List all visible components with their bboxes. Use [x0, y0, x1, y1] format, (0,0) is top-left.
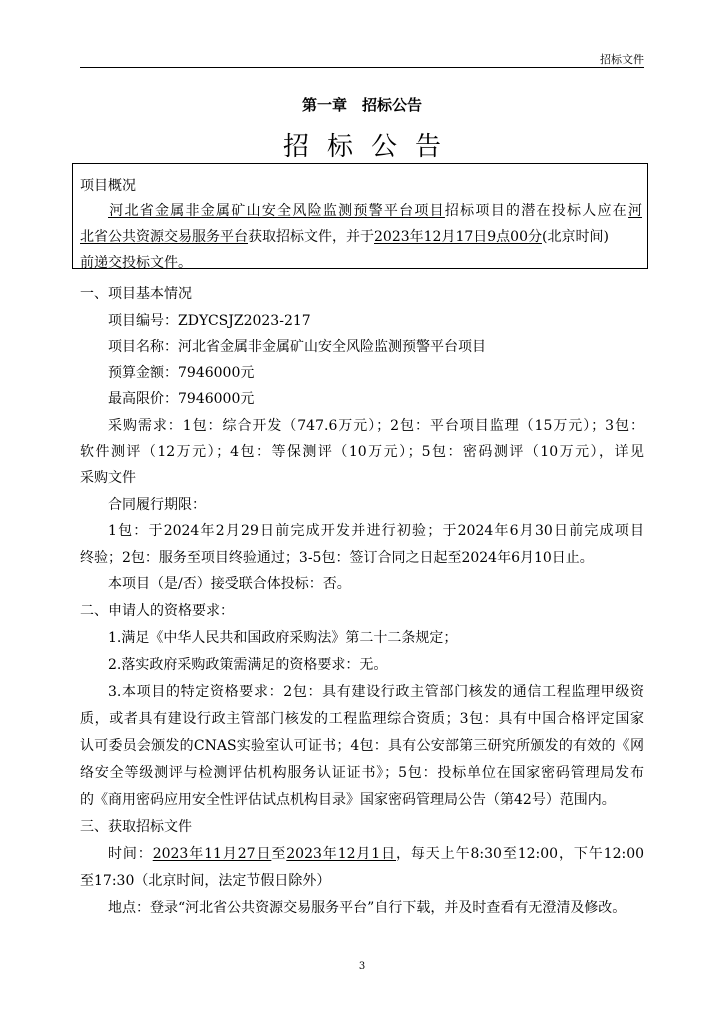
- requirement-2: 2.落实政府采购政策需满足的资格要求：无。: [108, 657, 388, 673]
- section-3-heading: 三、获取招标文件: [80, 819, 192, 835]
- time-hours: ，每天上午8:30至12:00，下午12:00: [396, 846, 645, 862]
- requirement-3-line-4: 络安全等级测评与检测评估机构服务认证证书》；5包：投标单位在国家密码管理局发布: [80, 765, 644, 781]
- announcement-title: 招标公告: [282, 132, 459, 162]
- contract-period-heading: 合同履行期限：: [108, 497, 206, 513]
- project-name: 项目名称：河北省金属非金属矿山安全风险监测预警平台项目: [108, 339, 486, 355]
- requirement-3-line-3: 认可委员会颁发的CNAS实验室认可证书；4包：具有公安部第三研究所颁发的有效的《网: [80, 738, 644, 754]
- time-label: 时间：: [108, 846, 153, 862]
- demand-line-1: 采购需求：1包：综合开发（747.6万元）；2包：平台项目监理（15万元）；3包：: [108, 418, 644, 434]
- time-line-1: [108, 843, 644, 863]
- project-number: 项目编号：ZDYCSJZ2023-217: [108, 313, 311, 329]
- overview-text-2: 获取招标文件，并于: [248, 229, 374, 245]
- overview-project-name: 河北省金属非金属矿山安全风险监测预警平台项目: [108, 203, 445, 219]
- overview-line-1: [80, 200, 642, 220]
- page-number: 3: [358, 961, 366, 972]
- max-price: 最高限价：7946000元: [108, 391, 255, 407]
- requirement-1: 1.满足《中华人民共和国政府采购法》第二十二条规定；: [108, 630, 458, 646]
- requirement-3-line-1: 3.本项目的特定资格要求：2包：具有建设行政主管部门核发的通信工程监理甲级资: [108, 684, 644, 700]
- time-start-date: 2023年11月27日: [152, 846, 272, 862]
- document-header-label: 招标文件: [600, 53, 644, 66]
- overview-platform-part-2: 北省公共资源交易服务平台: [80, 229, 248, 245]
- overview-text-3: (北京时间): [541, 229, 609, 245]
- overview-line-2: [80, 226, 609, 246]
- section-1-heading: 一、项目基本情况: [80, 286, 192, 302]
- time-to: 至: [271, 846, 287, 862]
- chapter-title: 第一章 招标公告: [301, 96, 422, 114]
- requirement-3-line-2: 质，或者具有建设行政主管部门核发的工程监理综合资质；3包：具有中国合格评定国家: [80, 711, 644, 727]
- time-end-date: 2023年12月1日: [286, 846, 397, 862]
- section-2-heading: 二、申请人的资格要求：: [80, 603, 234, 619]
- overview-text-1: 招标项目的潜在投标人应在: [444, 203, 629, 219]
- demand-line-2: 软件测评（12万元）；4包：等保测评（10万元）；5包：密码测评（10万元），详见: [80, 444, 644, 460]
- contract-line-1: 1包：于2024年2月29日前完成开发并进行初验；于2024年6月30日前完成项目: [108, 523, 644, 539]
- overview-platform-part-1: 河: [628, 203, 643, 219]
- header-divider: [80, 67, 644, 68]
- overview-deadline: 2023年12月17日9点00分: [374, 229, 542, 245]
- demand-line-3: 采购文件: [80, 470, 136, 486]
- time-line-2: 至17:30（北京时间，法定节假日除外）: [80, 873, 331, 889]
- overview-heading: 项目概况: [80, 178, 136, 194]
- overview-line-3: 前递交投标文件。: [80, 255, 192, 271]
- consortium-statement: 本项目（是/否）接受联合体投标：否。: [108, 576, 351, 592]
- contract-line-2: 终验；2包：服务至项目终验通过；3-5包：签订合同之日起至2024年6月10日止。: [80, 550, 594, 566]
- requirement-3-line-5: 的《商用密码应用安全性评估试点机构目录》国家密码管理局公告（第42号）范围内。: [80, 792, 616, 808]
- budget-amount: 预算金额：7946000元: [108, 365, 255, 381]
- place-line: 地点：登录“河北省公共资源交易服务平台”自行下载，并及时查看有无澄清及修改。: [108, 900, 627, 916]
